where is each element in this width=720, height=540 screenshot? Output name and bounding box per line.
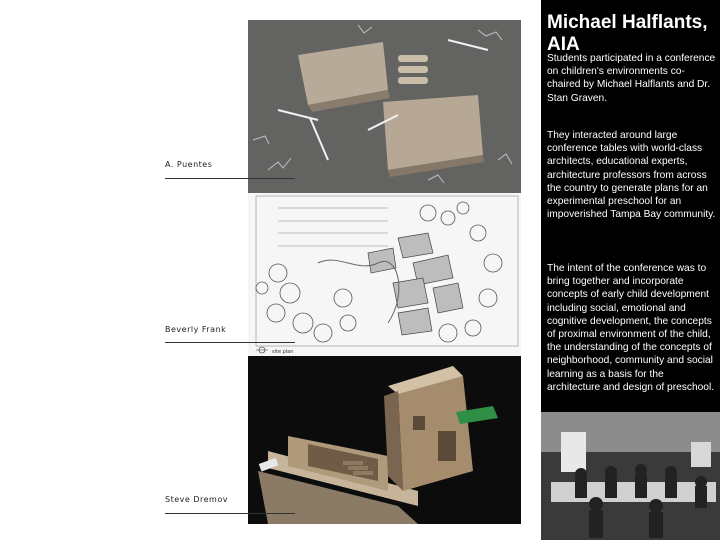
caption-rule [165,513,295,514]
sidebar-paragraph-1: Students participated in a conference on children's environments co-chaired by Michael Halflants and Dr. Stan Graven. [547,53,716,104]
model-photo-dremov [248,356,521,524]
model-photo-puentes [248,20,521,193]
sidebar-title: Michael Halflants, AIA [547,12,708,55]
caption-a-puentes: A. Puentes [165,160,213,169]
caption-rule [165,342,295,343]
sidebar-paragraph-2: They interacted around large conference tables with world-class architects, educational experts, architecture professors from across the country to generate plans for an experimental preschool for an impoverished Tampa Bay community. [547,130,716,221]
caption-beverly-frank: Beverly Frank [165,325,227,334]
caption-rule [165,178,295,179]
caption-steve-dremov: Steve Dremov [165,495,228,504]
sidebar-paragraph-3: The intent of the conference was to bring together and incorporate concepts of early child development including social, emotional and cognitive development, the concepts of proximal environment of the child, the understanding of the concepts of neighborhood, community and social learning as a basis for the architecture and design of preschool. [547,263,715,393]
conference-photo [541,412,720,540]
site-plan-label: site plan [272,349,294,355]
site-plan-drawing [248,193,521,356]
